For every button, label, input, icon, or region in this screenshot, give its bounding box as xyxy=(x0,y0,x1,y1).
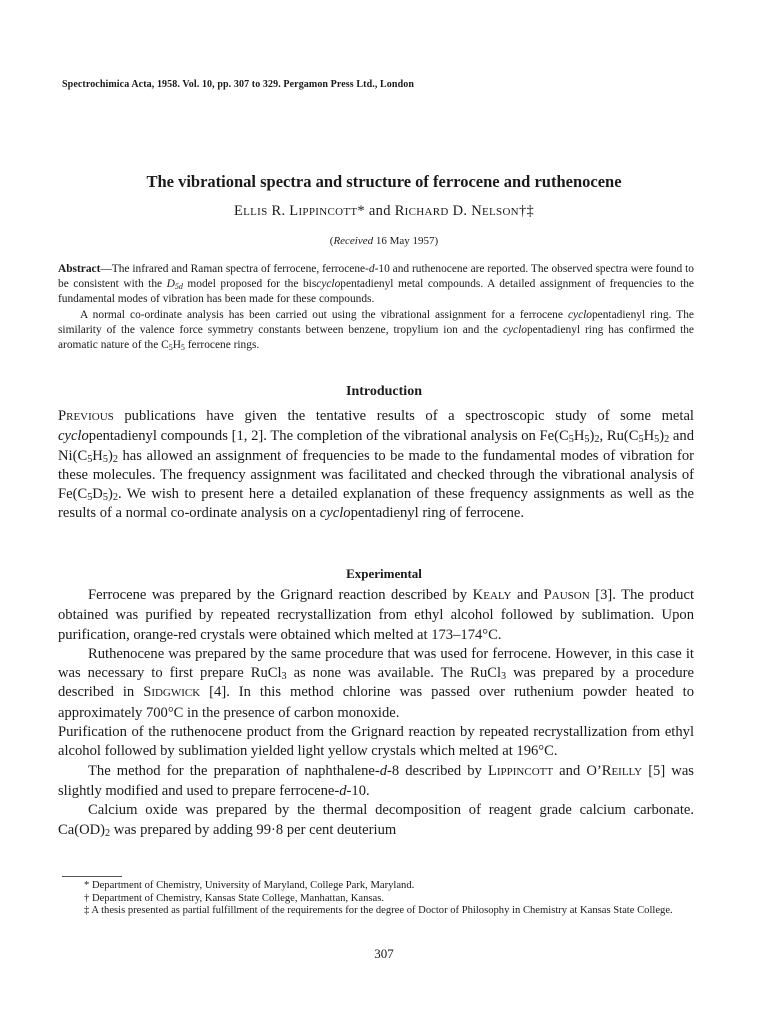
abstract-italic: cyclo xyxy=(567,308,592,321)
intro-text: ) xyxy=(107,447,113,464)
lead-initial: P xyxy=(58,408,67,424)
author2-last-rest: ELSON xyxy=(481,206,519,218)
abstract-text: H xyxy=(172,339,181,352)
article-title: The vibrational spectra and structure of ferrocene and ruthenocene xyxy=(146,172,622,191)
author1-first-rest: LLIS xyxy=(243,206,268,218)
abstract-text: pentadienyl ring has confirmed the aromatic nature of the C xyxy=(58,323,694,352)
abstract-text: —The infrared and Raman spectra of ferrocene, ferrocene- xyxy=(100,263,369,275)
intro-text: ) xyxy=(659,428,665,445)
abstract-text: pentadienyl metal compounds. A detailed assignment of frequencies to the fundamental modes of vibration has been made for these compounds. xyxy=(58,278,694,306)
exp-text: -10. xyxy=(346,782,370,799)
exp-text: Calcium oxide was prepared by the thermal decomposition of reagent grade calcium carbonate. Ca(OD) xyxy=(58,802,694,838)
experimental-heading: Experimental xyxy=(346,566,422,581)
intro-subscript: 2 xyxy=(112,492,118,504)
intro-italic: cyclo xyxy=(58,428,89,445)
abstract-text: ferrocene rings. xyxy=(184,339,260,352)
intro-text: , Ru(C xyxy=(599,428,639,445)
intro-subscript: 5 xyxy=(654,434,660,446)
lead-word: REVIOUS xyxy=(66,411,114,423)
experimental-paragraph-1 xyxy=(58,586,694,645)
abstract-text: model proposed for the bis xyxy=(182,278,317,291)
abstract-italic: D xyxy=(166,278,175,291)
author2-first-rest: ICHARD xyxy=(404,206,449,218)
exp-text: Ferrocene was prepared by the Grignard reaction described by xyxy=(88,587,473,603)
exp-name-rest: IPPINCOTT xyxy=(496,765,554,778)
exp-name-initial: R xyxy=(601,762,612,779)
exp-name-rest: AUSON xyxy=(551,590,590,602)
experimental-paragraph-3: Purification of the ruthenocene product from the Grignard reaction by repeated recrystallization from ethyl alcohol followed by sublimation yielded light yellow crystals which melted at 196°C. xyxy=(58,724,694,760)
exp-name-initial: P xyxy=(543,587,552,603)
abstract-text: -10 and ruthenocene are reported. The observed spectra were found to be consistent with the xyxy=(58,263,694,291)
abstract xyxy=(58,262,694,353)
intro-text: has allowed an assignment of frequencies to be made to the fundamental modes of vibration for these molecules. The frequency assignment was facilitated and checked through the vibrational analysis of Fe(C xyxy=(58,447,694,503)
abstract-label: Abstract xyxy=(58,263,101,275)
intro-subscript: 5 xyxy=(87,492,93,504)
intro-text: ) xyxy=(107,486,113,503)
abstract-subscript: 5d xyxy=(174,282,183,292)
exp-name-initial: K xyxy=(472,587,484,603)
intro-text: publications have given the tentative results of a spectroscopic study of some metal xyxy=(113,408,694,424)
intro-text: pentadienyl compounds [1, 2]. The completion of the vibrational analysis on Fe(C xyxy=(88,428,569,445)
exp-name-initial: L xyxy=(487,762,497,779)
exp-text: was prepared by adding 99·8 per cent deuterium xyxy=(110,821,397,838)
abstract-paragraph-1 xyxy=(58,262,694,308)
footnote-2: † Department of Chemistry, Kansas State College, Manhattan, Kansas. xyxy=(84,892,384,904)
journal-citation: Spectrochimica Acta, 1958. Vol. 10, pp. 307 to 329. Pergamon Press Ltd., London xyxy=(62,79,414,90)
intro-subscript: 5 xyxy=(87,453,93,465)
footnote-1: * Department of Chemistry, University of Maryland, College Park, Maryland. xyxy=(84,880,415,891)
intro-subscript: 2 xyxy=(664,434,670,446)
abstract-paragraph-2 xyxy=(58,308,694,354)
exp-name-rest: EILLY xyxy=(611,765,643,778)
exp-name-rest: IDGWICK xyxy=(151,687,201,700)
intro-text: pentadienyl ring of ferrocene. xyxy=(350,505,525,522)
exp-text: -8 described by xyxy=(387,762,488,779)
introduction-paragraph xyxy=(58,407,694,524)
exp-subscript: 2 xyxy=(105,827,111,839)
exp-subscript: 3 xyxy=(501,671,507,683)
intro-text: and Ni(C xyxy=(58,428,695,464)
intro-text: D xyxy=(92,486,103,503)
footnote-3: ‡ A thesis presented as partial fulfillment of the requirements for the degree of Doctor of Philosophy in Chemistry at Kansas State College. xyxy=(84,905,673,916)
abstract-italic: cyclo xyxy=(502,323,527,336)
intro-text: H xyxy=(573,428,585,445)
intro-text: H xyxy=(92,447,103,464)
experimental-paragraph-5 xyxy=(58,801,694,840)
exp-text: Ruthenocene was prepared by the same procedure that was used for ferrocene. However, in this case it was necessary to first prepare RuCl xyxy=(58,645,694,682)
footnotes xyxy=(62,880,694,918)
author2-middle: D. N xyxy=(452,203,482,219)
exp-italic: d xyxy=(379,762,388,779)
intro-subscript: 2 xyxy=(594,434,600,446)
intro-subscript: 2 xyxy=(112,453,118,465)
intro-text: ) xyxy=(589,428,595,445)
experimental-paragraph-2 xyxy=(58,645,694,723)
author1-last-rest: IPPINCOTT xyxy=(298,206,358,218)
exp-text: The method for the preparation of naphthalene- xyxy=(88,762,380,779)
abstract-text: pentadienyl ring. The similarity of the valence force symmetry constants between benzene, tropylium ion and the xyxy=(58,308,694,336)
introduction-heading: Introduction xyxy=(346,384,422,399)
intro-subscript: 5 xyxy=(638,434,644,446)
received-date-value: 16 May 1957 xyxy=(375,235,435,247)
footnote-rule xyxy=(62,876,122,877)
author1-middle: R. L xyxy=(271,203,299,219)
intro-subscript: 5 xyxy=(568,434,574,446)
exp-text: and xyxy=(511,587,544,603)
exp-italic: d xyxy=(339,782,347,799)
abstract-subscript: 5 xyxy=(180,343,185,353)
exp-name-initial: S xyxy=(143,684,152,701)
received-label: Received xyxy=(333,235,374,247)
intro-text: H xyxy=(643,428,655,445)
author1-footnote-mark: * xyxy=(357,203,365,219)
introduction-body xyxy=(58,407,694,524)
exp-text: as none was available. The RuCl xyxy=(286,665,502,682)
exp-text: and O’ xyxy=(553,762,602,779)
author2-footnote-mark: †‡ xyxy=(518,203,535,219)
abstract-italic: d xyxy=(368,263,375,275)
exp-text: [5] was slightly modified and used to prepare ferrocene- xyxy=(58,762,694,799)
experimental-paragraph-4 xyxy=(58,762,694,802)
intro-subscript: 5 xyxy=(102,492,108,504)
author-conjunction: and xyxy=(368,203,391,219)
exp-subscript: 3 xyxy=(281,671,287,683)
intro-subscript: 5 xyxy=(102,453,108,465)
abstract-text: A normal co-ordinate analysis has been carried out using the vibrational assignment for a ferrocene xyxy=(80,308,568,321)
exp-text: [3]. The product obtained was purified by repeated recrystallization from ethyl alcohol followed by sublimation. Upon purification, orange-red crystals were obtained which melted at 173–174°C. xyxy=(58,587,694,643)
exp-text: was prepared by a procedure described in xyxy=(58,665,694,701)
intro-subscript: 5 xyxy=(584,434,590,446)
author-line xyxy=(0,203,768,220)
author1-initial: E xyxy=(233,203,244,219)
received-date: (Received 16 May 1957) xyxy=(329,235,439,247)
author2-initial: R xyxy=(394,203,405,219)
exp-name-rest: EALY xyxy=(483,590,512,602)
page-number: 307 xyxy=(374,946,394,961)
intro-text: . We wish to present here a detailed explanation of these frequency assignments as well as the results of a normal co-ordinate analysis on a xyxy=(58,486,694,522)
abstract-italic: cyclo xyxy=(316,278,341,291)
abstract-subscript: 5 xyxy=(168,343,173,353)
exp-text: [4]. In this method chlorine was passed over ruthenium powder heated to approximately 700°C in the presence of carbon monoxide. xyxy=(58,684,694,721)
intro-italic: cyclo xyxy=(319,505,351,522)
experimental-body xyxy=(58,586,694,840)
